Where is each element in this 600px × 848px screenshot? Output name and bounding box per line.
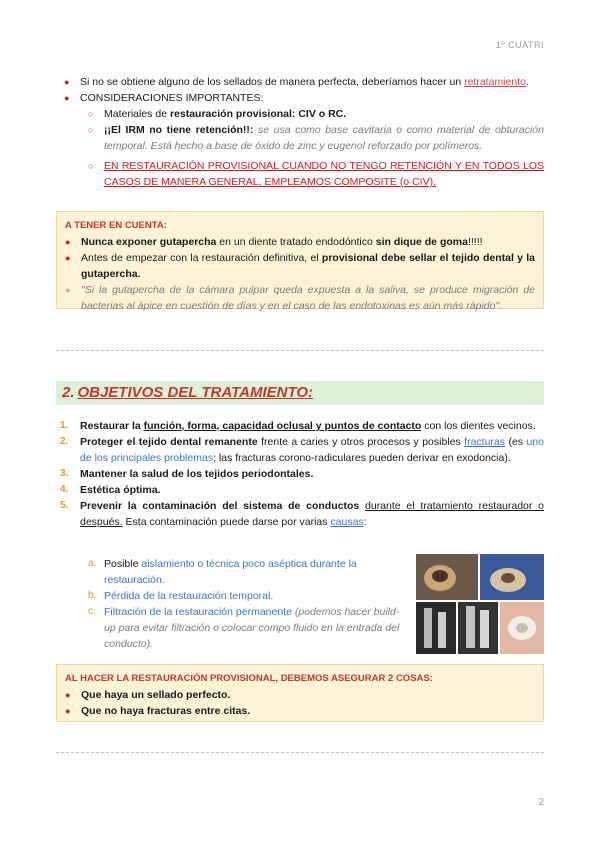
- list-item: 5. Prevenir la contaminación del sistema de conductos durante el tratamiento restaurador o después. Esta contaminación puede darse por varias causas:: [60, 500, 545, 528]
- list-item: 4. Estética óptima.: [60, 484, 161, 496]
- circle-bullet-icon: ○: [88, 125, 94, 135]
- list-item: ● "Si la gutapercha de la cámara pulpar queda expuesta a la saliva, se produce migración de bacterias al ápice en cuestión de días y en el caso de las endotoxinas es aún más rápido".: [65, 284, 535, 312]
- circle-bullet-icon: ○: [88, 161, 94, 171]
- top-bullets: [56, 74, 544, 190]
- clinical-photos: [416, 554, 544, 654]
- provisional-box-title: AL HACER LA RESTAURACIÓN PROVISIONAL, DEBEMOS ASEGURAR 2 COSAS:: [65, 673, 433, 684]
- list-item: 1. Restaurar la función, forma, capacidad oclusal y puntos de contacto con los dientes vecinos.: [60, 420, 536, 432]
- list-item: ○ Materiales de restauración provisional: CIV o RC.: [88, 108, 347, 120]
- bullet-icon: ●: [65, 690, 71, 700]
- causas-link[interactable]: causas: [330, 516, 364, 528]
- divider: [56, 350, 544, 351]
- list-item: ● Nunca exponer gutapercha en un diente tratado endodóntico sin dique de goma!!!!!: [65, 236, 483, 248]
- circle-bullet-icon: ○: [88, 109, 94, 119]
- bullet-icon: ●: [65, 237, 71, 247]
- list-item: ○ EN RESTAURACIÓN PROVISIONAL CUANDO NO TENGO RETENCIÓN Y EN TODOS LOS CASOS DE MANERA GENERAL, EMPLEAMOS COMPOSITE (o CIV).: [88, 160, 544, 188]
- list-item: c. Filtración de la restauración permanente (podemos hacer build-up para evitar filtración o colocar compo fluido en la entrada del conducto).: [88, 606, 400, 650]
- causes-list: [56, 556, 406, 652]
- list-item: ● Antes de empezar con la restauración definitiva, el provisional debe sellar el tejido dental y la gutapercha.: [65, 252, 536, 280]
- list-item: ● Que no haya fracturas entre citas.: [65, 705, 251, 717]
- list-item: ● Que haya un sellado perfecto.: [65, 689, 231, 701]
- bullet-icon: ●: [64, 77, 70, 87]
- provisional-box: [56, 664, 544, 722]
- list-item: ● CONSIDERACIONES IMPORTANTES:: [64, 92, 264, 104]
- course-header: 1º CUATRI: [495, 40, 544, 50]
- list-item: a. Posible aislamiento o técnica poco aséptica durante la restauración.: [88, 558, 357, 586]
- section-heading: 2. OBJETIVOS DEL TRATAMIENTO:: [56, 381, 544, 405]
- note-box-title: A TENER EN CUENTA:: [65, 220, 167, 231]
- list-item: b. Pérdida de la restauración temporal.: [88, 590, 274, 602]
- bullet-icon: ●: [65, 285, 71, 295]
- fracturas-link[interactable]: fracturas: [464, 436, 506, 448]
- list-item: ● Si no se obtiene alguno de los sellados de manera perfecta, deberíamos hacer un retratamiento.: [64, 76, 529, 88]
- note-box: [56, 211, 544, 312]
- objectives-list: [56, 418, 544, 530]
- bullet-icon: ●: [65, 706, 71, 716]
- section-title: OBJETIVOS DEL TRATAMIENTO:: [77, 384, 314, 401]
- divider: [56, 752, 544, 753]
- list-item: ○ ¡¡El IRM no tiene retención!!: se usa como base cavitaria o como material de obturación temporal. Está hecho a base de óxido de zinc y eugenol reforzado por polímeros.: [88, 124, 544, 152]
- retratamiento-link[interactable]: retratamiento: [464, 76, 526, 88]
- dental-photos-image: [416, 554, 544, 654]
- page-number: 2: [538, 797, 544, 808]
- list-item: 2. Proteger el tejido dental remanente frente a caries y otros procesos y posibles fracturas (es uno de los principales problemas; las fracturas corono-radiculares pueden derivar en exodoncia).: [60, 436, 544, 464]
- bullet-icon: ●: [65, 253, 71, 263]
- list-item: 3. Mantener la salud de los tejidos periodontales.: [60, 468, 314, 480]
- bullet-icon: ●: [64, 93, 70, 103]
